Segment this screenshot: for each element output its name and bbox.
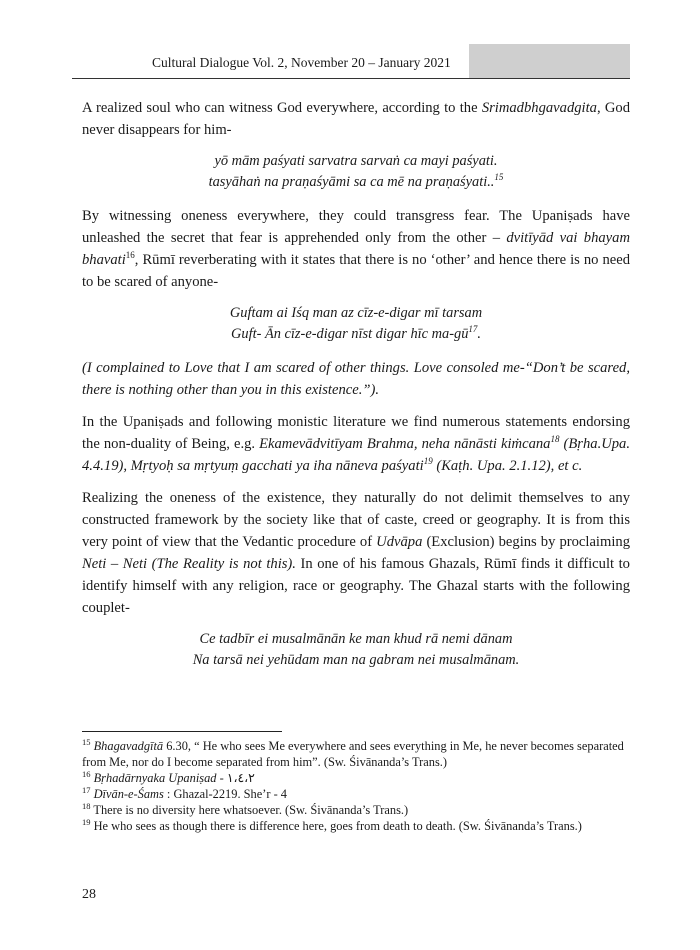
p3-text-a: In the Upaniṣads and following monistic literature we find numerous statements endorsing the non-duality of Being, e.g. xyxy=(82,414,630,452)
footnote-18-text: There is no diversity here whatsoever. (Sw. Śivānanda’s Trans.) xyxy=(90,803,409,817)
footnote-rule xyxy=(82,731,282,732)
footnote-19-text: He who sees as though there is difference here, goes from death to death. (Sw. Śivānanda’s Trans.) xyxy=(90,819,582,833)
verse-rumi-1 xyxy=(82,303,630,345)
paragraph-2 xyxy=(82,205,630,293)
p3-quote-1: Ekamevādvitīyam Brahma, neha nānāsti kiṁcana xyxy=(259,436,551,452)
footnote-15-num: 15 xyxy=(82,736,91,747)
footnote-ref-15[interactable]: 15 xyxy=(494,172,504,183)
verse-2-line-2: Guft- Ān cīz-e-digar nīst digar hīc ma-gū xyxy=(230,326,469,342)
footnote-17-text: : Ghazal-2219. She’r - 4 xyxy=(163,787,287,801)
footnote-16-text: - ١،٤،٢ xyxy=(216,771,255,785)
paragraph-3 xyxy=(82,411,630,477)
running-title: Cultural Dialogue Vol. 2, November 20 – January 2021 xyxy=(152,55,451,70)
footnote-19 xyxy=(82,818,630,834)
p2-quote: dvitīyād vai bhayam bhavati xyxy=(82,230,630,268)
verse-3-line-2: Na tarsā nei yehūdam man na gabram nei musalmānam. xyxy=(192,652,520,668)
footnote-ref-19[interactable]: 19 xyxy=(423,456,433,467)
p4-text-b: (Exclusion) begins by proclaiming xyxy=(422,534,630,550)
p1-work-title: Srimadbhgavadgita xyxy=(481,100,597,116)
footnote-17 xyxy=(82,786,630,802)
verse-2-end: . xyxy=(477,326,482,342)
verse-gita xyxy=(82,151,630,193)
p4-text-a: Realizing the oneness of the existence, they naturally do not delimit themselves to any constructed framework by the society like that of caste, creed or geography. It is from this very point of view that the Vedantic procedure of xyxy=(82,490,630,550)
body-text xyxy=(82,97,630,683)
footnote-ref-17[interactable]: 17 xyxy=(468,324,478,335)
footnote-18-num: 18 xyxy=(82,800,91,811)
footnote-17-num: 17 xyxy=(82,784,91,795)
page-number: 28 xyxy=(82,887,96,902)
running-header xyxy=(72,44,630,79)
translation-paragraph: (I complained to Love that I am scared of other things. Love consoled me-“Don’t be scared, there is nothing other than you in this existence.”). xyxy=(82,360,630,398)
footnote-16-num: 16 xyxy=(82,768,91,779)
footnote-18 xyxy=(82,802,630,818)
footnote-15-text: 6.30, “ He who sees Me everywhere and sees everything in Me, he never becomes separated from Me, nor do I become separated from him”. (Sw. Śivānanda’s Trans.) xyxy=(82,739,624,769)
verse-1-line-1: yō mām paśyati sarvatra sarvaṅ ca mayi paśyati. xyxy=(214,153,498,169)
footnote-ref-18[interactable]: 18 xyxy=(550,434,560,445)
p4-text-c: In one of his famous Ghazals, Rūmī finds it difficult to identify himself with any religion, race or geography. The Ghazal starts with the following couplet- xyxy=(82,556,630,616)
p4-neti: Neti – Neti (The Reality is not this). xyxy=(82,556,296,572)
paragraph-4 xyxy=(82,487,630,619)
footnotes xyxy=(82,738,630,834)
footnote-15 xyxy=(82,738,630,770)
verse-1-line-2: tasyāhaṅ na praṇaśyāmi sa ca mē na praṇaśyati.. xyxy=(208,174,495,190)
footnote-17-title: Dīvān-e-Śams xyxy=(93,787,164,801)
p1-text-a: A realized soul who can witness God everywhere, according to the xyxy=(82,100,482,116)
footnote-16-title: Bṛhadārnyaka Upaniṣad xyxy=(93,771,217,785)
verse-2-line-1: Guftam ai Iśq man az cīz-e-digar mī tarsam xyxy=(229,305,483,321)
p3-text-b: (Kaṭh. Upa. 2.1.12), et c. xyxy=(432,458,583,474)
p2-text-b: , Rūmī reverberating with it states that there is no ‘other’ and hence there is no need to be scared of anyone- xyxy=(82,252,630,290)
p4-term: Udvāpa xyxy=(376,534,423,550)
verse-3-line-1: Ce tadbīr ei musalmānān ke man khud rā nemi dānam xyxy=(199,631,513,647)
paragraph-1 xyxy=(82,97,630,141)
p1-text-b: , God never disappears for him- xyxy=(82,100,630,138)
p3-quote-2: (Bṛha.Upa. 4.4.19), Mṛtyoḥ sa mṛtyuṃ gacchati ya iha nāneva paśyati xyxy=(82,436,630,474)
verse-rumi-2 xyxy=(82,629,630,671)
footnote-19-num: 19 xyxy=(82,816,91,827)
footnote-ref-16[interactable]: 16 xyxy=(125,250,135,261)
header-shaded-box xyxy=(469,44,630,78)
footnote-16 xyxy=(82,770,630,786)
footnote-15-title: Bhagavadgītā xyxy=(93,739,164,753)
p2-text-a: By witnessing oneness everywhere, they could transgress fear. The Upaniṣads have unleashed the secret that fear is apprehended only from the other – xyxy=(82,208,630,246)
